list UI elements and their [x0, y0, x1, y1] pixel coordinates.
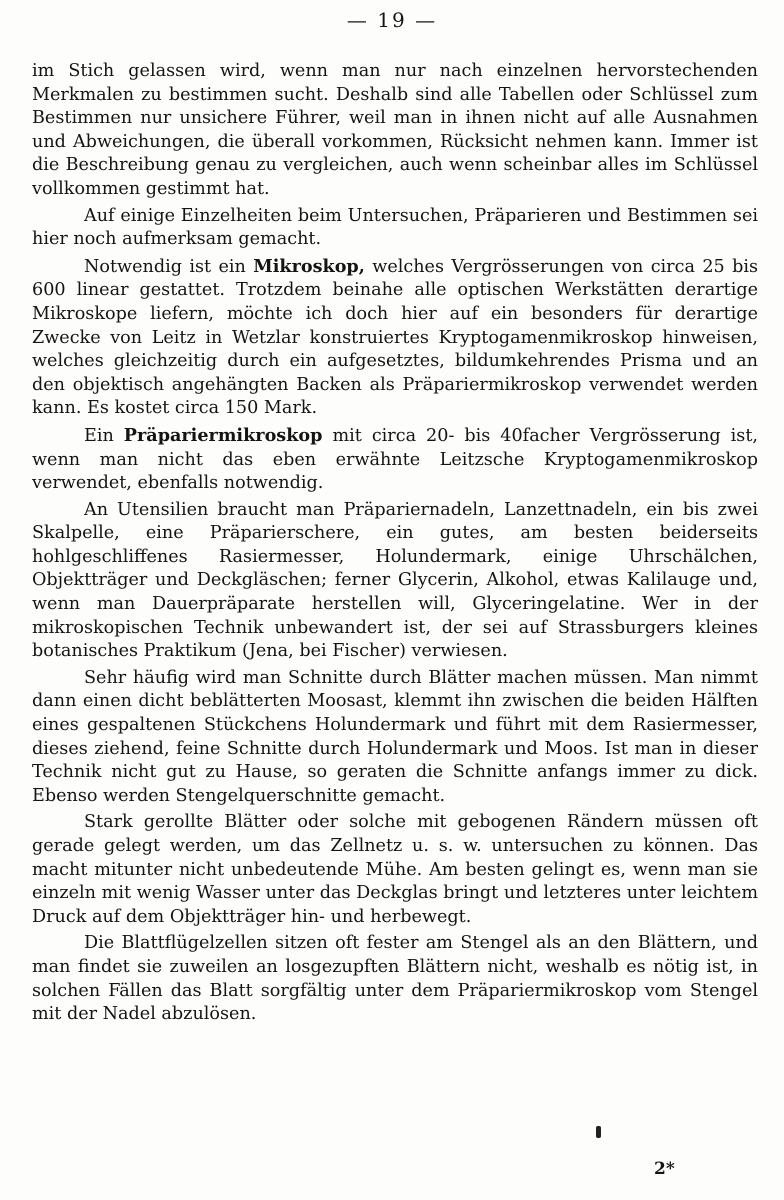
paragraph: [32, 255, 758, 421]
paragraph-text: Notwendig ist ein: [84, 256, 254, 277]
paragraph-text: An Utensilien braucht man Präpariernadeln, Lanzettnadeln, ein bis zwei Skalpelle, eine Präparierschere, ein gutes, am besten beiderseits hohlgeschliffenes Rasiermesser, Holundermark, einige Uhrschälchen, Objektträger und Deckgläschen; ferner Glycerin, Alkohol, etwas Kalilauge und, wenn man Dauerpräparate herstellen will, Glyceringelatine. Wer in der mikroskopischen Technik unbewandert ist, der sei auf Strassburgers kleines botanisches Praktikum (Jena, bei Fischer) verwiesen.: [32, 499, 758, 662]
paragraph-text: Die Blattflügelzellen sitzen oft fester am Stengel als an den Blättern, und man findet sie zuweilen an losgezupften Blättern nicht, weshalb es nötig ist, in solchen Fällen das Blatt sorgfältig unter dem Präpariermikroskop vom Stengel mit der Nadel abzulösen.: [32, 933, 758, 1025]
paragraph-text: Auf einige Einzelheiten beim Untersuchen, Präparieren und Bestimmen sei hier noch aufmerksam gemacht.: [32, 205, 758, 250]
paragraph-text: welches Vergrösserungen von circa 25 bis 600 linear gestattet. Trotzdem beinahe alle optischen Werkstätten derartige Mikroskope liefern, möchte ich doch hier auf ein besonders für derartige Zwecke von Leitz in Wetzlar konstruiertes Kryptogamenmikroskop hinweisen, welches gleichzeitig durch ein aufgesetztes, bildumkehrendes Prisma und an den objektisch angehängten Backen als Präpariermikroskop verwendet werden kann. Es kostet circa 150 Mark.: [32, 256, 758, 419]
paragraph-text: Ein: [84, 425, 124, 446]
paragraph-text: im Stich gelassen wird, wenn man nur nach einzelnen hervorstechenden Merkmalen zu bestimmen sucht. Deshalb sind alle Tabellen oder Schlüssel zum Bestimmen nur unsichere Führer, weil man in ihnen nicht auf alle Ausnahmen und Abweichungen, die überall vorkommen, Rücksicht nehmen kann. Immer ist die Beschreibung genau zu vergleichen, auch wenn scheinbar alles im Schlüssel vollkommen gestimmt hat.: [32, 61, 758, 199]
paragraph-text: mit circa 20- bis 40facher Vergrösserung ist, wenn man nicht das eben erwähnte Leitzsche Kryptogamenmikroskop verwendet, ebenfalls notwendig.: [32, 425, 758, 494]
paragraph-text: Stark gerollte Blätter oder solche mit gebogenen Rändern müssen oft gerade gelegt werden, um das Zellnetz u. s. w. untersuchen zu können. Das macht mitunter nicht unbedeutende Mühe. Am besten gelingt es, wenn man sie einzeln mit wenig Wasser unter das Deckglas bringt und letzteres unter leichtem Druck auf dem Objektträger hin- und herbewegt.: [32, 812, 758, 927]
ink-speck: [596, 1118, 602, 1150]
paragraph: [32, 424, 758, 496]
bold-term: Mikroskop,: [253, 255, 365, 277]
paragraph: [32, 667, 758, 809]
paragraph: [32, 499, 758, 664]
signature-mark: 2*: [654, 1159, 675, 1179]
bold-term: Präpariermikroskop: [123, 424, 323, 446]
page-number: — 19 —: [346, 8, 438, 32]
paragraph: [32, 60, 758, 202]
body-text: [32, 60, 758, 1027]
paragraph: [32, 932, 758, 1026]
paragraph: [32, 811, 758, 929]
paragraph-text: Sehr häufig wird man Schnitte durch Blätter machen müssen. Man nimmt dann einen dicht beblätterten Moosast, klemmt ihn zwischen die beiden Hälften eines gespaltenen Stückchens Holundermark und führt mit dem Rasiermesser, dieses ziehend, feine Schnitte durch Holundermark und Moos. Ist man in dieser Technik nicht gut zu Hause, so geraten die Schnitte anfangs immer zu dick. Ebenso werden Stengelquerschnitte gemacht.: [32, 667, 758, 806]
paragraph: [32, 205, 758, 252]
